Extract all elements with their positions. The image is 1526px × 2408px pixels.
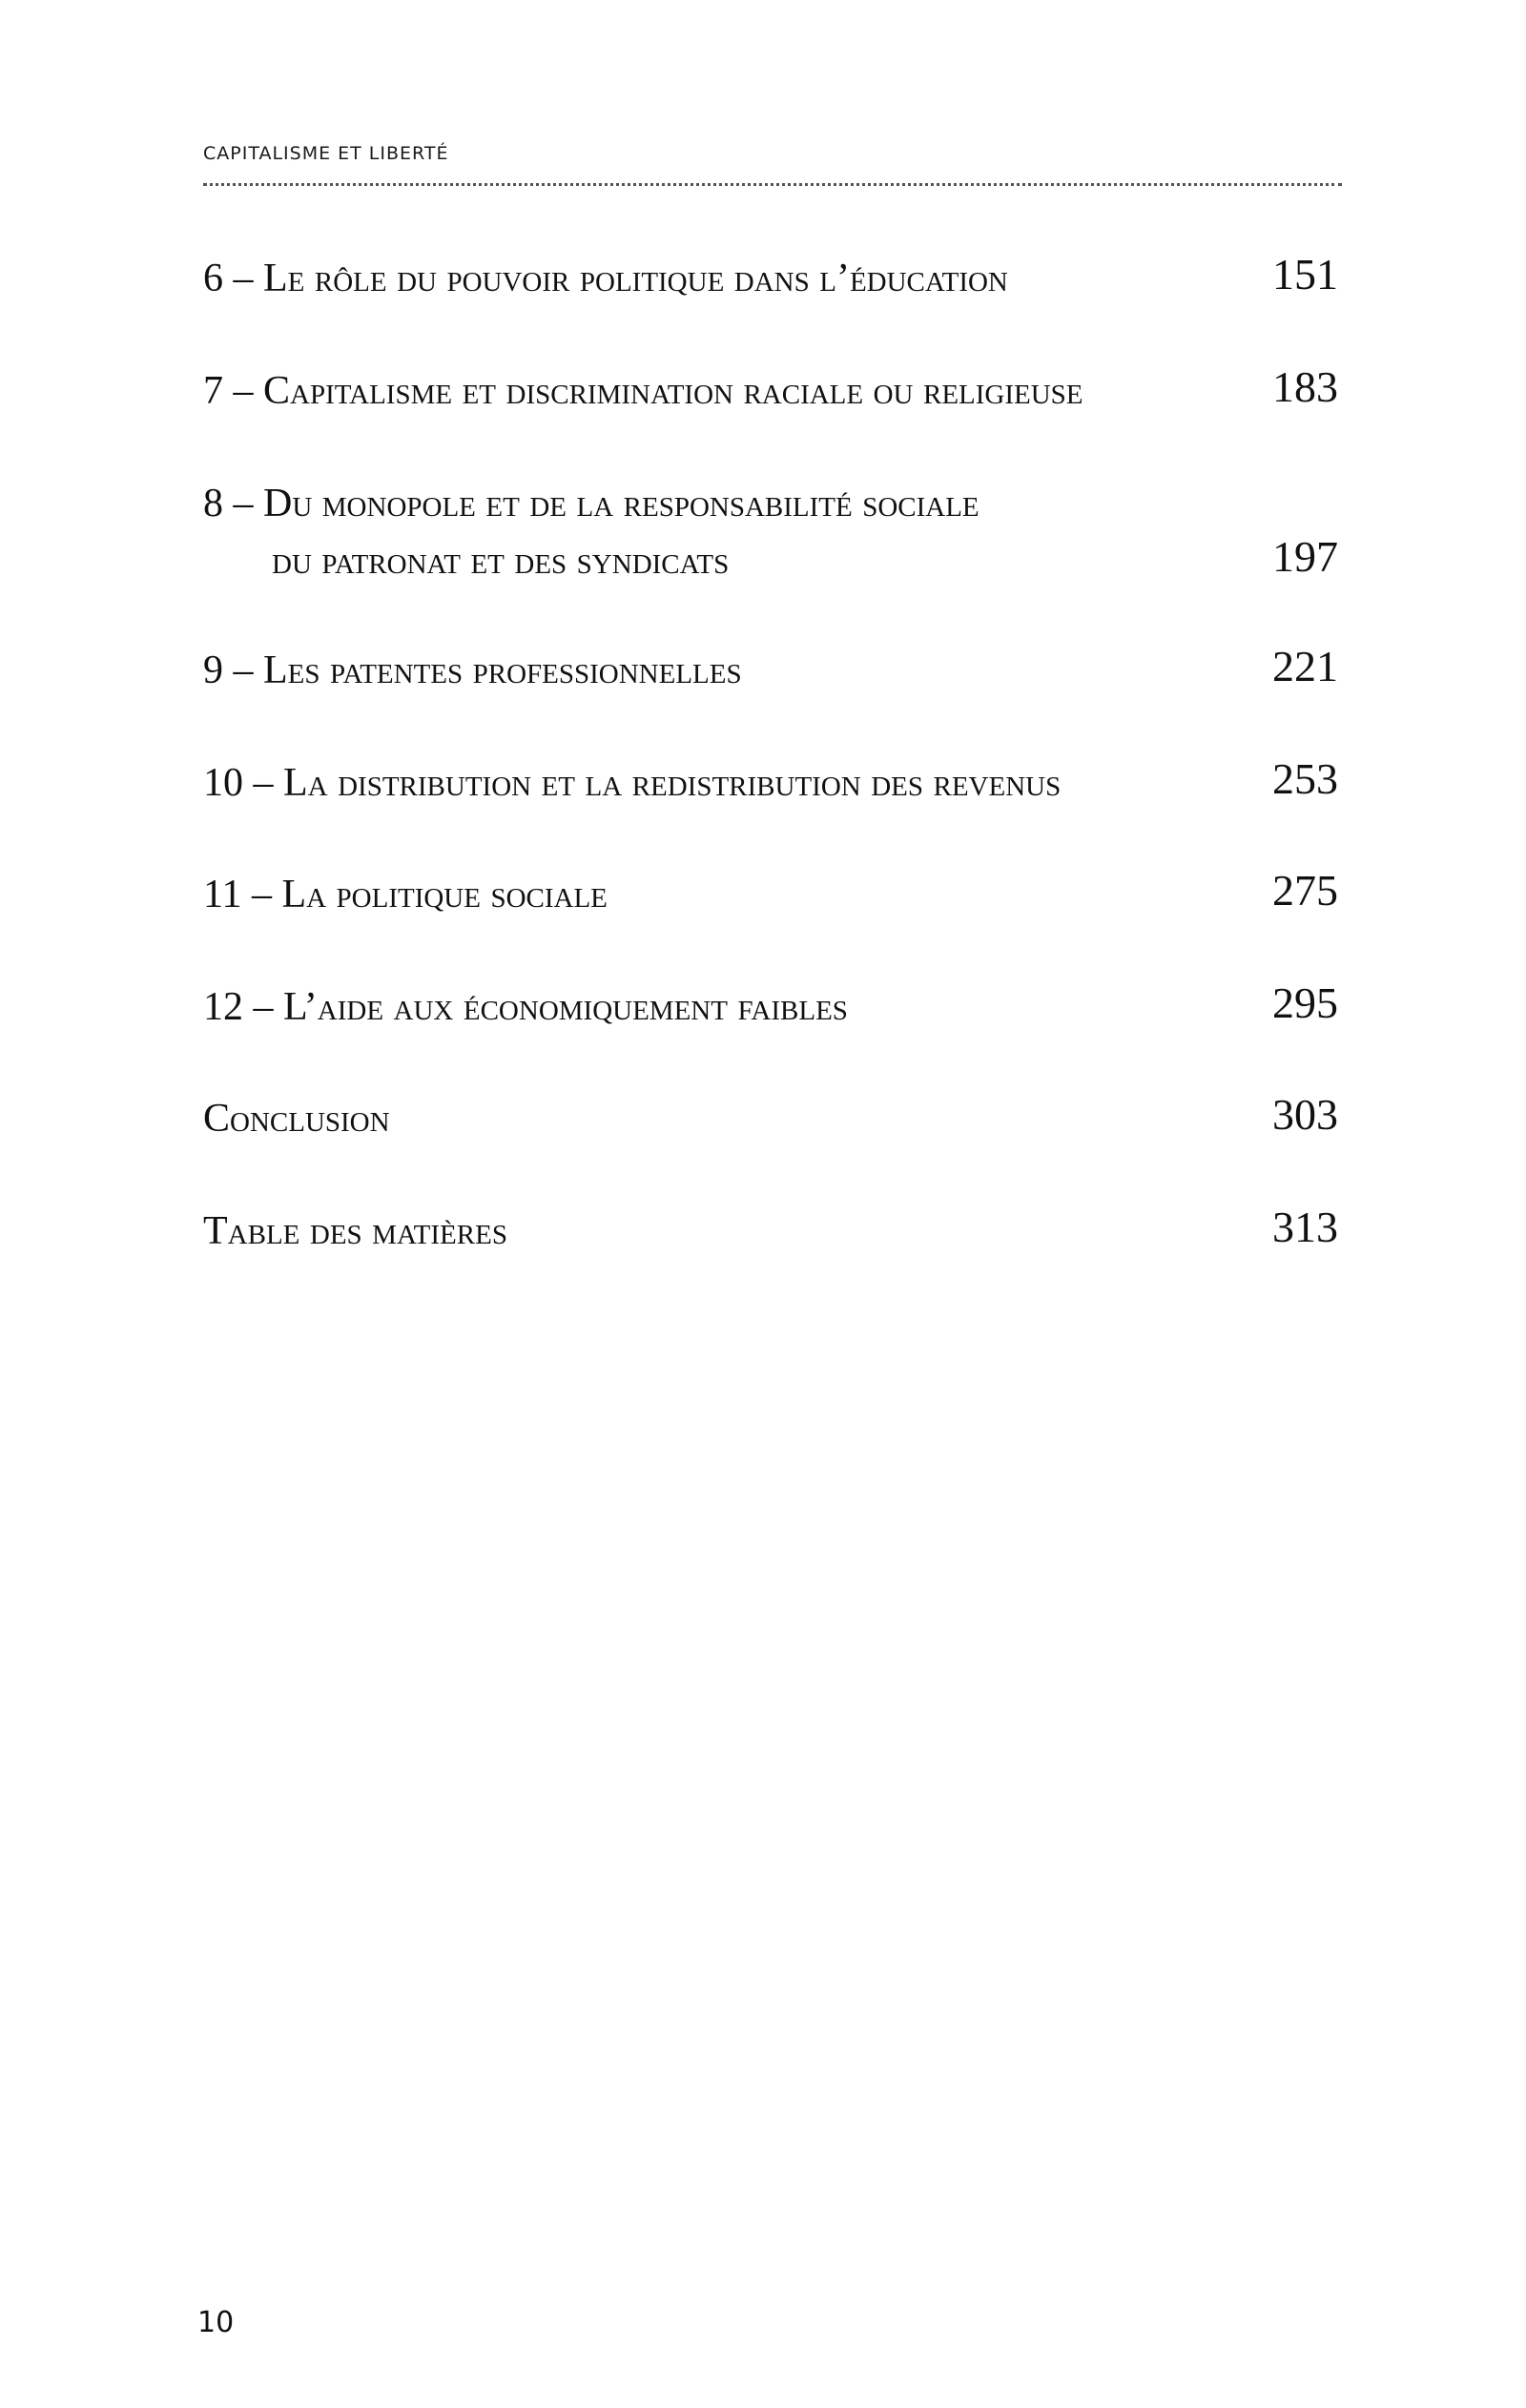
toc-entry-title-line2: du patronat et des syndicats	[272, 539, 730, 583]
toc-entry-title: Table des matières	[203, 1209, 507, 1253]
toc-entry-title: 7 – Capitalisme et discrimination raciale ou religieuse	[203, 369, 1083, 413]
running-head: CAPITALISME ET LIBERTÉ	[203, 143, 449, 164]
toc-entry-page: 303	[1272, 1090, 1338, 1139]
toc-entry-page: 295	[1272, 978, 1338, 1027]
toc-entry-page: 151	[1272, 250, 1338, 298]
dotted-rule	[203, 183, 1342, 186]
toc-entry-title: 6 – Le rôle du pouvoir politique dans l’éducation	[203, 257, 1008, 300]
toc-entry-title: 12 – L’aide aux économiquement faibles	[203, 985, 848, 1029]
toc-entry-title: 10 – La distribution et la redistribution des revenus	[203, 761, 1062, 805]
toc-entry-title-line1: 8 – Du monopole et de la responsabilité sociale	[203, 482, 980, 525]
toc-entry-title	[203, 481, 1233, 584]
toc-entry-title: Conclusion	[203, 1097, 390, 1141]
toc-entry-page: 313	[1272, 1203, 1338, 1251]
toc-entry-page: 197	[1272, 532, 1338, 581]
toc-entry-page: 183	[1272, 362, 1338, 411]
toc-entry-page: 253	[1272, 754, 1338, 803]
toc-entry-page: 221	[1272, 642, 1338, 690]
toc-entry-title: 9 – Les patentes professionnelles	[203, 648, 742, 692]
toc-entry-title: 11 – La politique sociale	[203, 873, 608, 916]
page-number: 10	[197, 2306, 235, 2339]
toc-entry-page: 275	[1272, 866, 1338, 915]
